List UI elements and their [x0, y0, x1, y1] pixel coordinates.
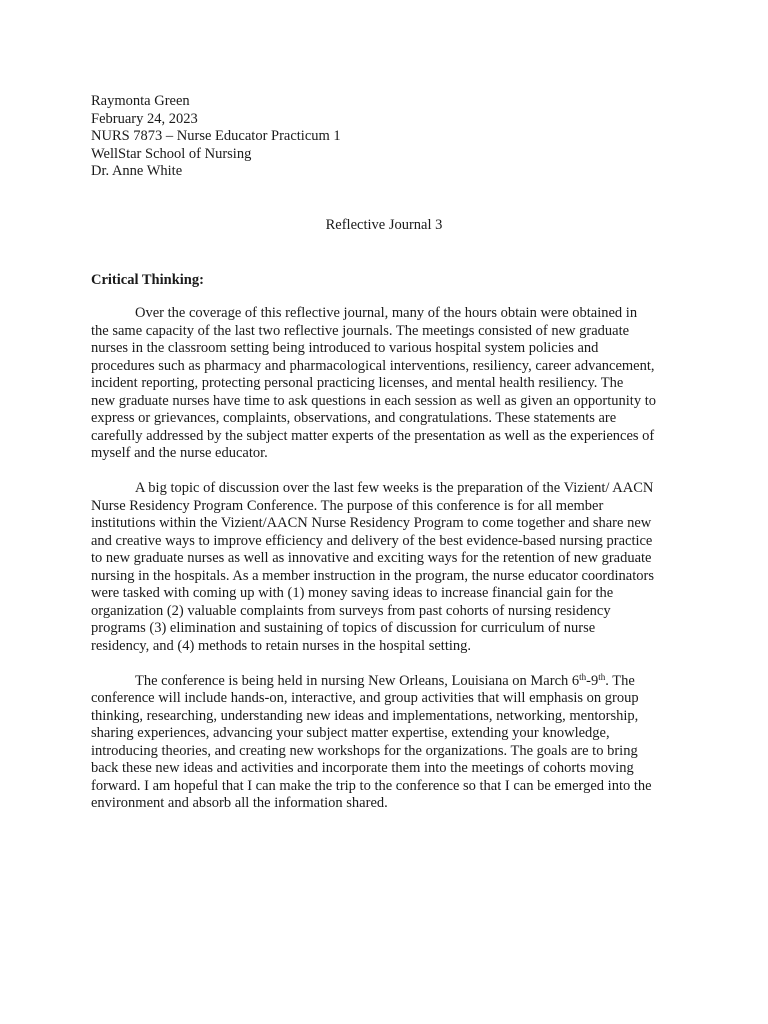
paragraph-line: environment and absorb all the information shared. [91, 795, 388, 811]
superscript: th [598, 671, 606, 682]
document-date: February 24, 2023 [91, 110, 198, 127]
paragraph-line: carefully addressed by the subject matter experts of the presentation as well as the experiences of [91, 427, 655, 444]
author-name: Raymonta Green [91, 93, 190, 109]
section-heading: Critical Thinking: [91, 272, 204, 288]
paragraph-line [91, 673, 678, 691]
paragraph-line: to new graduate nurses as well as innovative and exciting ways for the retention of new graduate [91, 550, 652, 566]
paragraph-line: Nurse Residency Program Conference. The purpose of this conference is for all member [91, 497, 604, 514]
paragraph-line: forward. I am hopeful that I can make the trip to the conference so that I can be emerged into the [91, 777, 652, 794]
paragraph-line: express or grievances, complaints, observations, and congratulations. These statements are [91, 410, 617, 426]
paragraph-line: residency, and (4) methods to retain nurses in the hospital setting. [91, 637, 472, 654]
course-name: NURS 7873 – Nurse Educator Practicum 1 [91, 128, 341, 144]
paragraph-line: programs (3) elimination and sustaining of topics of discussion for curriculum of nurse [91, 620, 596, 636]
paragraph-line: Over the coverage of this reflective journal, many of the hours obtain were obtained in [135, 305, 638, 321]
paragraph-line: nursing in the hospitals. As a member instruction in the program, the nurse educator coordinators [91, 567, 654, 584]
paragraph-line: incident reporting, protecting personal practicing licenses, and mental health resiliency. The [91, 375, 624, 391]
paragraph-line: and creative ways to improve efficiency and delivery of the best evidence-based nursing practice [91, 532, 653, 549]
paragraph-text: . The [605, 672, 635, 689]
paragraph-line: thinking, researching, understanding new ideas and implementations, networking, mentorship, [91, 707, 639, 724]
paragraph-2 [91, 480, 678, 655]
paragraph-line: back these new ideas and activities and incorporate them into the meetings of cohorts moving [91, 760, 634, 776]
paragraph-line: organization (2) valuable complaints from surveys from past cohorts of nursing residency [91, 602, 611, 619]
paragraph-line: procedures such as pharmacy and pharmacological interventions, resiliency, career advancement, [91, 357, 655, 374]
paragraph-line: institutions within the Vizient/AACN Nurse Residency Program to come together and share new [91, 515, 652, 531]
paragraph-line: were tasked with coming up with (1) money saving ideas to increase financial gain for the [91, 585, 614, 601]
paragraph-line: myself and the nurse educator. [91, 445, 268, 461]
paragraph-line: A big topic of discussion over the last few weeks is the preparation of the Vizient/ AACN [135, 480, 654, 496]
document-title: Reflective Journal 3 [325, 217, 443, 233]
paragraph-3 [91, 673, 678, 813]
instructor-name: Dr. Anne White [91, 163, 183, 179]
paragraph-line: new graduate nurses have time to ask questions in each session as well as given an opportunity to [91, 392, 656, 409]
paragraph-text: The conference is being held in nursing New Orleans, Louisiana on March 6 [135, 672, 580, 689]
paragraph-line: nurses in the classroom setting being introduced to various hospital system policies and [91, 340, 599, 356]
paragraph-1 [91, 305, 678, 463]
paragraph-line: sharing experiences, advancing your subject matter expertise, extending your knowledge, [91, 725, 610, 741]
paragraph-line: the same capacity of the last two reflective journals. The meetings consisted of new graduate [91, 322, 630, 339]
document-header [91, 93, 691, 181]
paragraph-line: conference will include hands-on, interactive, and group activities that will emphasis on group [91, 690, 639, 706]
body-text [91, 305, 678, 830]
paragraph-text: -9 [586, 672, 599, 689]
superscript: th [579, 671, 587, 682]
school-name: WellStar School of Nursing [91, 145, 252, 162]
paragraph-line: introducing theories, and creating new workshops for the organizations. The goals are to bring [91, 742, 638, 759]
